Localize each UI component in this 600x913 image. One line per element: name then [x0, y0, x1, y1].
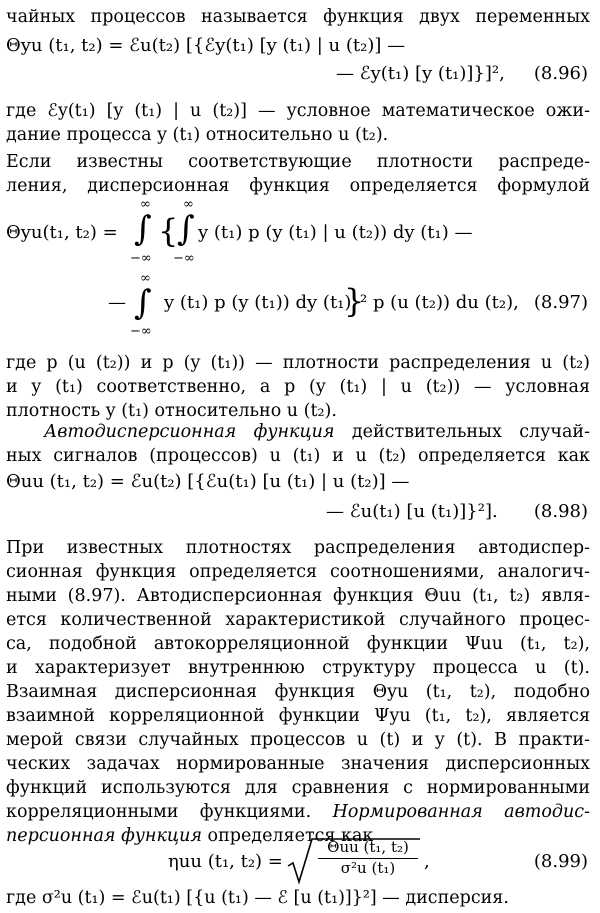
paragraph-line: са, подобной автокорреляционной функции Ψuu (t₁, t₂),	[6, 634, 590, 654]
paragraph-line: Взаимная дисперсионная функция Θyu (t₁, t₂), подобно	[6, 682, 590, 702]
equation-8-98-line-1: Θuu (t₁, t₂) = ℰu(t₂) [{ℰu(t₁) [u (t₁) | u (t₂)] —	[6, 471, 410, 492]
paragraph-line: ческих задачах нормированные значения дисперсионных	[6, 754, 590, 774]
paragraph-line: сионная функция определяется соотношениями, аналогич-	[6, 562, 590, 582]
paragraph-line: и y (t₁) соответственно, а p (y (t₁) | u (t₂)) — условная	[6, 377, 590, 397]
paragraph-line: ными (8.97). Автодисперсионная функция Θuu (t₁, t₂) явля-	[6, 586, 590, 606]
integral-upper-limit: ∞	[140, 197, 151, 212]
paragraph-line: взаимной корреляционной функции Ψyu (t₁, t₂), является	[6, 706, 590, 726]
equation-number: (8.97)	[533, 292, 588, 313]
equation-8-97-lhs: Θyu(t₁, t₂) =	[6, 222, 118, 243]
paragraph-text: корреляционными функциями.	[6, 802, 333, 822]
paragraph-line: ется количественной характеристикой случайного процес-	[6, 610, 590, 630]
paragraph-line: ных сигналов (процессов) u (t₁) и u (t₂) определяется как	[6, 446, 590, 466]
integral-sign: ∫	[177, 209, 195, 249]
integral-lower-limit: −∞	[130, 251, 152, 266]
term-autodispersion: Автодисперсионная функция	[44, 422, 335, 442]
paragraph-line: плотность y (t₁) относительно u (t₂).	[6, 401, 337, 421]
fraction-numerator: Θuu (t₁, t₂)	[318, 838, 418, 859]
paragraph-line: где σ²u (t₁) = ℰu(t₁) [{u (t₁) — ℰ [u (t₁)]}²] — дисперсия.	[6, 888, 509, 908]
equation-8-97-body-2: y (t₁) p (y (t₁)) dy (t₁)	[164, 292, 352, 313]
paragraph-line: и характеризует внутреннюю структуру процесса u (t).	[6, 658, 590, 678]
integral-sign: ∫	[134, 209, 152, 249]
comma: ,	[424, 851, 430, 872]
paragraph-line: мерой связи случайных процессов u (t) и y (t). В практи-	[6, 730, 590, 750]
paragraph-line: функций используются для сравнения с нормированными	[6, 778, 590, 798]
paragraph-line: Если известны соответствующие плотности распреде-	[6, 152, 590, 172]
integral-upper-limit: ∞	[183, 197, 194, 212]
paragraph-line	[6, 421, 590, 443]
integral-lower-limit: −∞	[130, 324, 152, 339]
fraction-denominator: σ²u (t₁)	[340, 859, 396, 877]
equation-8-98-line-2: — ℰu(t₁) [u (t₁)]}²].	[326, 501, 498, 522]
paragraph-line: При известных плотностях распределения автодиспер-	[6, 538, 590, 558]
term-normalized: Нормированная автодис-	[332, 802, 590, 822]
equation-8-97-tail: ² p (u (t₂)) du (t₂),	[360, 292, 519, 313]
minus-sign: —	[108, 292, 126, 313]
integral-lower-limit: −∞	[173, 251, 195, 266]
paragraph-line: где p (u (t₂)) и p (y (t₁)) — плотности распределения u (t₂)	[6, 353, 590, 373]
paragraph-line: где ℰy(t₁) [y (t₁) | u (t₂)] — условное математическое ожи-	[6, 101, 590, 121]
term-normalized-cont: персионная функция	[6, 826, 202, 846]
integral-upper-limit: ∞	[140, 271, 151, 286]
equation-8-97-body-1: y (t₁) p (y (t₁) | u (t₂)) dy (t₁) —	[198, 222, 473, 243]
paragraph-text: определяется как	[201, 826, 374, 846]
paragraph-line	[6, 801, 590, 823]
integral-sign: ∫	[134, 283, 152, 323]
equation-number: (8.99)	[533, 851, 588, 872]
paragraph-line: дание процесса y (t₁) относительно u (t₂).	[6, 125, 389, 145]
equation-number: (8.98)	[533, 501, 588, 522]
right-brace: }	[344, 282, 365, 320]
equation-8-96-line-2: — ℰy(t₁) [y (t₁)]}]²,	[336, 63, 505, 84]
equation-number: (8.96)	[533, 63, 588, 84]
paragraph-line: чайных процессов называется функция двух переменных	[6, 7, 590, 27]
paragraph-text: действительных случай-	[334, 422, 590, 442]
paragraph-line: ления, дисперсионная функция определяется формулой	[6, 176, 590, 196]
fraction	[318, 838, 418, 878]
equation-8-96-line-1: Θyu (t₁, t₂) = ℰu(t₂) [{ℰy(t₁) [y (t₁) | u (t₂)] —	[6, 35, 406, 56]
left-brace: {	[158, 212, 179, 250]
equation-8-99-lhs: ηuu (t₁, t₂) =	[168, 851, 283, 872]
